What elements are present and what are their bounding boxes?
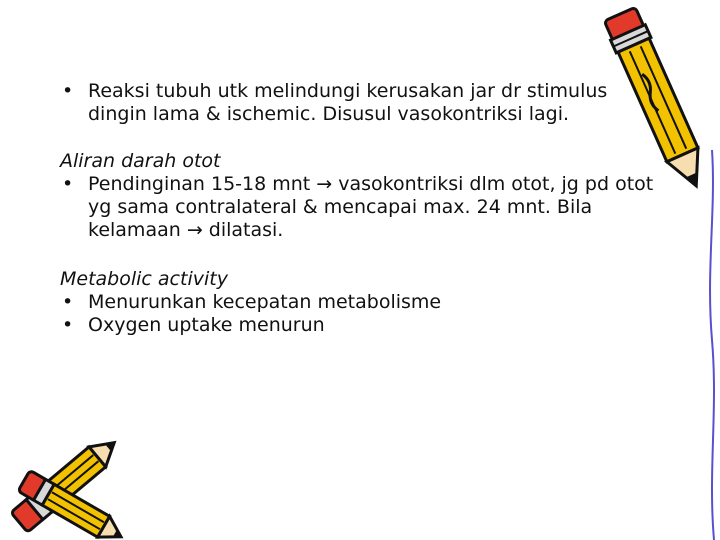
bullet-text: Pendinginan 15-18 mnt → vasokontriksi dlm otot, jg pd otot yg sama contralateral & mencapai max. 24 mnt. Bila kelamaan → dilatasi. (88, 173, 654, 241)
slide-content (60, 80, 670, 337)
bullet-item (60, 291, 670, 314)
pencils-icon (0, 425, 150, 540)
bullet-marker: • (62, 314, 74, 336)
bullet-marker: • (62, 80, 74, 102)
edge-line (700, 150, 720, 540)
section-heading-aliran-darah-otot: Aliran darah otot (60, 150, 221, 172)
bullet-item (60, 173, 670, 242)
bullet-text: Oxygen uptake menurun (88, 314, 325, 336)
bullet-marker: • (62, 173, 74, 195)
bullet-item (60, 80, 670, 126)
section-heading-metabolic-activity: Metabolic activity (60, 268, 228, 290)
bullet-marker: • (62, 291, 74, 313)
bullet-item (60, 314, 670, 337)
intro-text: Reaksi tubuh utk melindungi kerusakan jar dr stimulus dingin lama & ischemic. Disusul vasokontriksi lagi. (88, 80, 608, 125)
bullet-text: Menurunkan kecepatan metabolisme (88, 291, 442, 313)
